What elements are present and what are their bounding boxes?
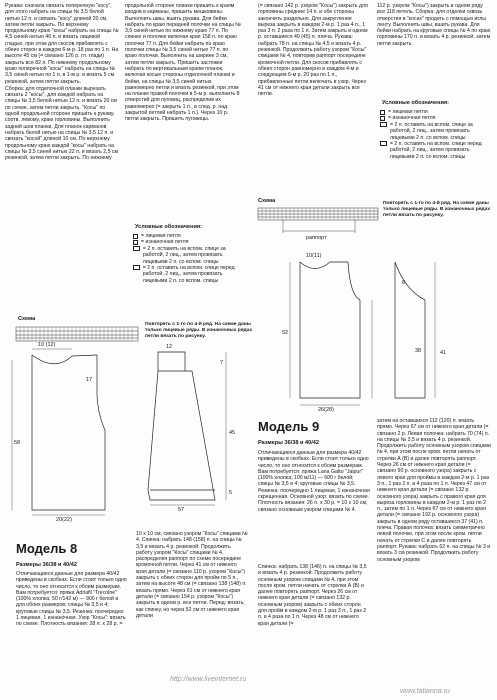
- p9-dim-2: 52: [282, 330, 289, 336]
- legend-right-text: = лицевая петля: [388, 109, 428, 115]
- legend-mid-text: = изнаночная петля: [141, 239, 189, 246]
- model9-title: Модель 9: [258, 419, 320, 434]
- model8-title: Модель 8: [16, 541, 78, 556]
- col3-paragraph: (= связано 142 р. узором "Косы") закрыть для горловины средние 14 п. и обе стороны закончить раздельно. Для закругления выреза закрыть в каждом 2-м р. 1 раз 4 п., 1 раз 3 п. 2 раза по 1 п. Затем закрыть в одном р. оставшиеся 40 (45) п. плеча. Рукава: набрать 78 п. на спицы № 4,5 и вязать 4 р. резинкой. Продолжить работу узором "Косы" спицами № 4, повторив раппорт посередине кромочной петли. Для скосов прибавлять с обеих сторон равномерно в каждом 4-м и следующем 6-м р. 20 раз по 1 п., прибавленные петли включать в узор. Через 41 см от нижнего края детали закрыть все петли.: [258, 3, 368, 98]
- p8-dim-2: 17: [86, 377, 93, 383]
- model8-sizes: Размеры 36/38 и 40/42: [16, 562, 78, 568]
- schema-left-label: Схема: [18, 316, 36, 322]
- legend-right: [380, 109, 490, 160]
- model8-paragraph: Отличающиеся данные для размера 40/42 приведены в скобках. Если стоит только одно число, то оно относится к обоим размерам. Вам потребуется: пряжа Adriafil "Trecolne" (100% хлопка; 50 г/142 м) — 900 г белой и для обоих размеров; спицы № 3,5 и 4; круговые спицы № 3,5. Резинка: поочередно 1 лицевая, 1 изнаночная. Узор "Косы": вязать по схеме. Плотность вязания: 28 п. х 28 р. =: [16, 571, 127, 628]
- watermark-left: http://www.liveinternet.ru: [170, 676, 247, 683]
- model9-paragraph: Отличающиеся данные для размера 40/42 приведены в скобках. Если стоит только одно число, то оно относится к обоим размерам. Вам потребуется: пряжа Lana Gatto "Jaipur" (100% хлопка; 100 м/11) — 600 г белой; спицы № 3,5 и 4; круговые спицы № 3,5. Резинка: поочередно 1 лицевая, 1 изнаночная скрещенная. Основной узор: вязать по схеме. Плотность вязания: 26 п. х 30 р. = 10 х 10 см, связано основным узором спицами № 4.: [258, 450, 370, 513]
- cable-back-icon: [380, 122, 387, 127]
- legend-mid-text: = лицевая петля: [141, 233, 181, 239]
- col4-top-text: [377, 3, 491, 91]
- legend-right-item: [380, 141, 490, 160]
- legend-mid-text: = 2 п. оставить на вспом. спице за работой, 2 лиц., затем провязать лицевыми 2 п. со вспом. спицы: [142, 245, 226, 265]
- legend-mid-text: = 2 п. оставить на вспом. спице перед работой, 2 лиц., затем провязать лицевыми 2 п. со вспом. спицы: [142, 265, 235, 284]
- p8-dim-8: 45: [229, 430, 236, 436]
- schema-right-label: Схема: [258, 198, 276, 204]
- col2-paragraph: продольной стороне планки пришить к краям входов в карманы, пришить мешковины. Выполнить швы, вшить рукава. Для бейки набрать по краю передней полочки на спицы № 3,5 синей нитью по нижнему краю 77 п. По спинке и полочке включая края 158 п. по краю полочки 77 п. Для бейки набрать по краю полочки спицы № 3,5 синей нитью 77 п. по краю полочки. Выполнить на ширине 3 см, затем петли закрыть. Пришить застежки набрать по вертикальным краям планок, включая косые стороны отделочной планки и бейки, на спицы № 3,5 синей нитью равномерно петли и вязать резинкой, при этом на планке правой полочки в 5-м р. выполнить 8 отверстий для пуговиц, распределив их равномерно (= закрыть 1 п., в след. р. над закрытой петлей набрать 1 п.). Через 10 р. петли закрыть. Пришить пуговицы.: [125, 3, 241, 123]
- p9-dim-5: 38: [415, 348, 422, 354]
- p8-dim-4: 20(22): [56, 517, 72, 523]
- model9-col2-paragraph: Спинка: набрать 138 (146) п. на спицы № 3,5 и вязать 4 р. резинкой. Продолжить работу основным узором спицами № 4, при этом после кром. петли начать от стрелки А (В) и далее повторять раппорт. Через 26 см от нижнего края детали (= связано 132 р. основным узором) закрыть с обеих сторон для пройм в каждом 2-м р. 1 раз 3 п., 1 раз 2 п. и 4 раза по 1 п. Через 48 см от нижнего края детали (=: [258, 564, 367, 627]
- p8-dim-6: 7: [220, 360, 224, 366]
- col1-top-text: [5, 3, 119, 239]
- legend-right-text: = 2 п. оставить на вспом. спице перед работой, 2 лиц., затем провязать лицевыми 2 п. со вспом. спицы: [389, 141, 482, 160]
- model9-col3-paragraph: затем на оставшихся 112 (120) п. вязать прямо. Через 67 см от нижнего края детали (= связано 2 р. Левая полочка: набрать 70 (74) п. на спицы № 3,5 и вязать 4 р. резинкой. Продолжить работу основным узором спицами № 4, при этом после кром. петли начать от стрелки А (В) и далее повторять раппорт. Через 26 см от нижнего края детали (= связано 90 р. основного узора) закрыть с левого края для проймы в каждом 2-м р. 1 раз 3 п., 1 раз 2 п. и 4 раза по 1 п. Через 47 см от нижнего края детали (= связано 132 р. основного узора) закрыть с правого края для выреза горловины в каждом 2-м р. 1 раз по 2 п., затем по 1 п. Через 67 см от нижнего края детали (= связано 192 р. основного узора) закрыть в одном ряду оставшиеся 37 (41) п. плеча. Правая полочка: вязать симметрично левой полочке, при этом после кром. петли начать от стрелки С и далее повторять раппорт. Рукава: набрать 62 п. на спицы № 3 и вязать 3 см резинкой. Продолжить работу основным узором: [377, 418, 491, 563]
- p9-dim-1: 10(11): [306, 253, 322, 259]
- watermark-right: www.tatianna.ru: [400, 688, 450, 695]
- model8-text: [16, 571, 127, 697]
- knit-stitch-icon: [133, 234, 138, 239]
- schema-right-note: Повторять с 1-го по 4-й ряд. На схеме даны только лицевые ряды. В изнаночных рядах петли вязать по рисунку.: [383, 201, 491, 218]
- p9-dim-4: 8: [402, 280, 406, 286]
- col3-top-text: [258, 3, 370, 195]
- legend-mid-item: [133, 246, 241, 265]
- col1-sleeves-paragraph: Рукава: сначала связать поперечную "косу", для этого набрать на спицы № 3,5 белой нитью 12 п. и связать "косу" длиной 20 см, затем петли закрыть. По верхнему продольному краю "косы" набрать на спицы № 4,5 синей нитью 46 п. и вязать лицевой гладью, при этом для скосов прибавлять с обеих сторон в каждом 6-м р. 18 раз по 1 п. На высоте 45 см (= связано 126 р. гл. глади) закрыть все 82 п. По нижнему продольному краю поперечной "косы" набрать на спицы № 3,5 синей нитью по 1 п. в 1-м р. и вязать 5 см резинкой, затем петли закрыть.: [5, 3, 119, 85]
- col1-assembly-paragraph: Сборка: для отделочной планки вырезать связать 2 "косы", для каждой набрать на спицы № 3,5 белой нитью 12 п. и вязать 20 см по схеме, затем петли закрыть. "Косы" по одной продольной стороне пришить к рукаву, соотв. левому, краю горловины. Выполнить задний шов планки. Для планок карманов набрать белой нитью на спицы № 3,5 12 п. и связать "косой" длиной 10 см. По верхнему продольному краю каждой "косы" набрать на спицы № 3,5 синей нитью 22 п. и вязать 2,5 см резинкой, затем петли закрыть. По нижнему: [5, 85, 119, 162]
- model8-col2-text: [136, 531, 248, 697]
- model9-col3-text: [377, 418, 491, 697]
- col4-paragraph: 112 р. узором "Косы") закрыть в одном ряду все 118 петель. Сборка: для отделки сквозь отверстия в "косах" продеть с помощью иглы ленту. Выполнить швы, вшить рукава. Для бейки набрать на круговые спицы № 4 по краю горловины 170 п. и вязать 4 р. резинкой, затем петли закрыть.: [377, 3, 491, 47]
- legend-right-title: Условные обозначения:: [382, 100, 450, 106]
- rapport-label: раппорт: [306, 235, 327, 241]
- col2-top-text: [125, 3, 241, 218]
- legend-mid-item: [133, 265, 241, 284]
- p8-dim-7: 57: [178, 507, 185, 513]
- cable-back-icon: [133, 246, 140, 251]
- legend-right-item: [380, 122, 490, 141]
- cable-front-icon: [380, 141, 387, 146]
- model9-sizes: Размеры 36/38 и 40/42: [258, 440, 320, 446]
- schema-left-note: Повторять с 1-го по 4-й ряд. На схеме даны только лицевые ряды. В изнаночных рядах петли вязать по рисунку.: [145, 322, 253, 339]
- p8-dim-1: 10 (12): [38, 342, 56, 348]
- legend-mid: [133, 233, 241, 284]
- cable-front-icon: [133, 265, 140, 270]
- purl-stitch-icon: –: [134, 240, 137, 246]
- model9-text: [258, 450, 370, 560]
- p8-dim-9: 5: [229, 490, 233, 496]
- legend-mid-title: Условные обозначения:: [135, 224, 203, 230]
- purl-stitch-icon: –: [381, 116, 384, 122]
- knit-stitch-icon: [380, 110, 385, 115]
- p8-dim-5: 12: [166, 344, 173, 350]
- p8-dim-3: 58: [14, 440, 21, 446]
- legend-right-text: = 2 п. оставить на вспом. спице за работой, 2 лиц., затем провязать лицевыми 2 п. со вспом. спицы: [389, 121, 473, 141]
- p9-dim-3: 26(28): [318, 407, 334, 413]
- model9-col2-text: [258, 564, 370, 697]
- model8-col2-paragraph: 10 х 10 см, связано узором "Косы" спицами № 4. Спинка: набрать 148 (158) п. на спицы № 3,5 и вязать 4 р. резинкой. Продолжить работу узором "Косы" спицами № 4, распределяя раппорт по схеме посередине кромочной петли. Через 41 см от нижнего края детали (= связано 110 р. узором "Косы") закрыть с обеих сторон для пройм по 5 п., затем на высоте 48 см (= связано 138 (148) п. вязать прямо. Через 61 см от нижнего края детали (= связано 154 р. узором "Косы") закрыть в одном р. все петли. Перед: вязать, как спинку, но через 52 см от нижнего края детали: [136, 531, 248, 619]
- p9-dim-6: 41: [440, 350, 447, 356]
- legend-right-text: = изнаночная петля: [388, 115, 436, 122]
